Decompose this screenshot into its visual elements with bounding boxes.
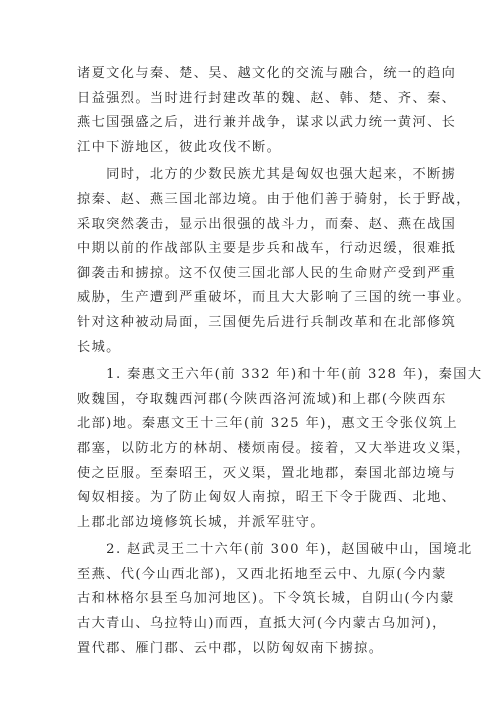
paragraph-4 — [77, 538, 473, 661]
text-line: 采取突然袭击，显示出很强的战斗力，而秦、赵、燕在战国 — [77, 216, 457, 232]
text-line: 古和林格尔县至乌加河地区)。下令筑长城，自阴山(今内蒙 — [77, 591, 455, 607]
text-line: 败魏国，夺取魏西河郡(今陕西洛河流域)和上郡(今陕西东 — [77, 391, 447, 407]
text-line: 威胁，生产遭到严重破坏，而且大大影响了三国的统一事业。 — [77, 290, 471, 306]
text-line: 江中下游地区，彼此攻伐不断。 — [77, 139, 282, 155]
text-line: 日益强烈。当时进行封建改革的魏、赵、韩、楚、齐、秦、 — [77, 90, 457, 106]
text-line: 古大青山、乌拉特山)而西，直抵大河(今内蒙古乌加河)， — [77, 616, 447, 632]
text-line: 郡塞，以防北方的林胡、楼烦南侵。接着，又大举进攻义渠， — [77, 440, 471, 456]
text-line: 同时，北方的少数民族尤其是匈奴也强大起来，不断掳 — [77, 167, 457, 183]
paragraph-2 — [77, 163, 471, 360]
document-body — [77, 62, 483, 661]
text-line: 诸夏文化与秦、楚、吴、越文化的交流与融合，统一的趋向 — [77, 66, 457, 81]
text-line: 掠秦、赵、燕三国北部边境。由于他们善于骑射，长于野战， — [77, 191, 471, 207]
paragraph-3 — [77, 363, 483, 535]
paragraph-1 — [77, 62, 457, 160]
text-line: 至燕、代(今山西北部)，又西北拓地至云中、九原(今内蒙 — [77, 566, 447, 582]
text-line: 置代郡、雁门郡、云中郡，以防匈奴南下掳掠。 — [77, 640, 384, 656]
text-line: 1. 秦惠文王六年(前 332 年)和十年(前 328 年)，秦国大 — [77, 367, 483, 383]
text-line: 御袭击和掳掠。这不仅使三国北部人民的生命财产受到严重 — [77, 265, 457, 281]
text-line: 匈奴相接。为了防止匈奴人南掠，昭王下令于陇西、北地、 — [77, 490, 457, 506]
text-line: 针对这种被动局面，三国便先后进行兵制改革和在北部修筑 — [77, 314, 457, 330]
text-line: 长城。 — [77, 339, 121, 355]
text-line: 使之臣服。至秦昭王，灭义渠，置北地郡，秦国北部边境与 — [77, 465, 457, 481]
text-line: 2. 赵武灵王二十六年(前 300 年)，赵国破中山，国境北 — [77, 542, 473, 558]
text-line: 中期以前的作战部队主要是步兵和战车，行动迟缓，很难抵 — [77, 241, 457, 257]
text-line: 北部)地。秦惠文王十三年(前 325 年)，惠文王令张仪筑上 — [77, 416, 459, 432]
text-line: 燕七国强盛之后，进行兼并战争，谋求以武力统一黄河、长 — [77, 115, 457, 131]
text-line: 上郡北部边境修筑长城，并派军驻守。 — [77, 514, 325, 530]
